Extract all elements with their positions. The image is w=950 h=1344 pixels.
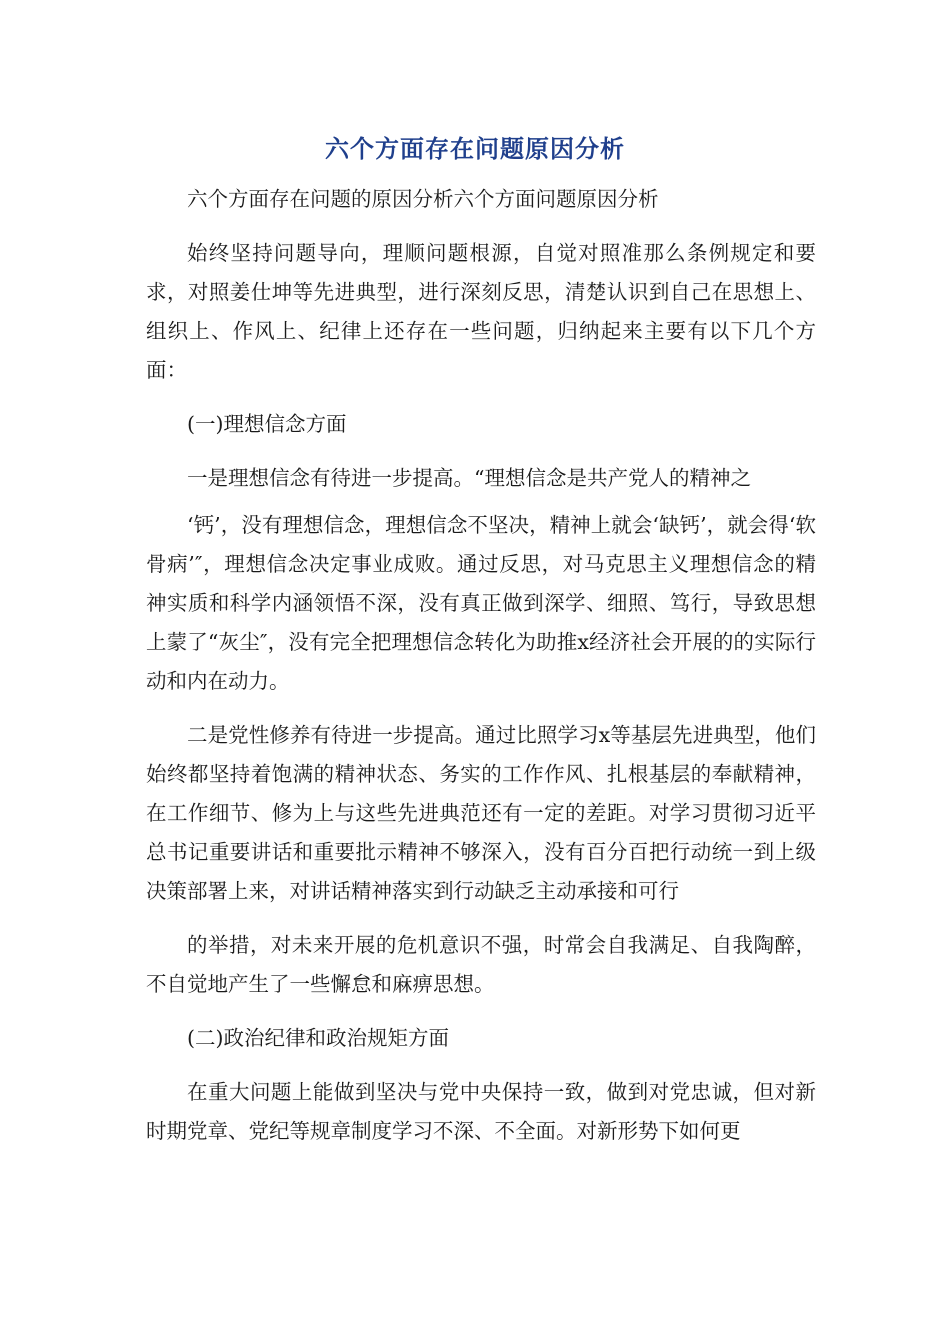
intro-paragraph: 始终坚持问题导向，理顺问题根源，自觉对照准那么条例规定和要求，对照姜仕坤等先进典型，进行深刻反思，清楚认识到自己在思想上、组织上、作风上、纪律上还存在一些问题，归纳起来主要有以下几个方面：: [146, 241, 816, 382]
section-heading-ideals: (一)理想信念方面: [187, 412, 347, 436]
subtitle-paragraph: 六个方面存在问题的原因分析六个方面问题原因分析: [187, 187, 659, 211]
paragraph-party-spirit: 二是党性修养有待进一步提高。通过比照学习x等基层先进典型，他们始终都坚持着饱满的精神状态、务实的工作作风、扎根基层的奉献精神，在工作细节、修为上与这些先进典范还有一定的差距。对学习贯彻习近平总书记重要讲话和重要批示精神不够深入，没有百分百把行动统一到上级决策部署上来，对讲话精神落实到行动缺乏主动承接和可行: [146, 723, 816, 903]
paragraph-ideals-1: 一是理想信念有待进一步提高。“理想信念是共产党人的精神之: [187, 466, 751, 490]
paragraph-party-spirit-cont: 的举措，对未来开展的危机意识不强，时常会自我满足、自我陶醉，不自觉地产生了一些懈怠和麻痹思想。: [146, 933, 816, 996]
section-heading-discipline: (二)政治纪律和政治规矩方面: [187, 1026, 449, 1050]
paragraph-ideals-2: ‘钙’，没有理想信念，理想信念不坚决，精神上就会‘缺钙’，就会得‘软骨病’″，理想信念决定事业成败。通过反思，对马克思主义理想信念的精神实质和科学内涵领悟不深，没有真正做到深学、细照、笃行，导致思想上蒙了“灰尘″，没有完全把理想信念转化为助推x经济社会开展的的实际行动和内在动力。: [146, 513, 816, 693]
paragraph-discipline: 在重大问题上能做到坚决与党中央保持一致，做到对党忠诚，但对新时期党章、党纪等规章制度学习不深、不全面。对新形势下如何更: [146, 1080, 816, 1143]
document-body: [146, 180, 816, 1166]
document-title: 六个方面存在问题原因分析: [325, 135, 625, 163]
